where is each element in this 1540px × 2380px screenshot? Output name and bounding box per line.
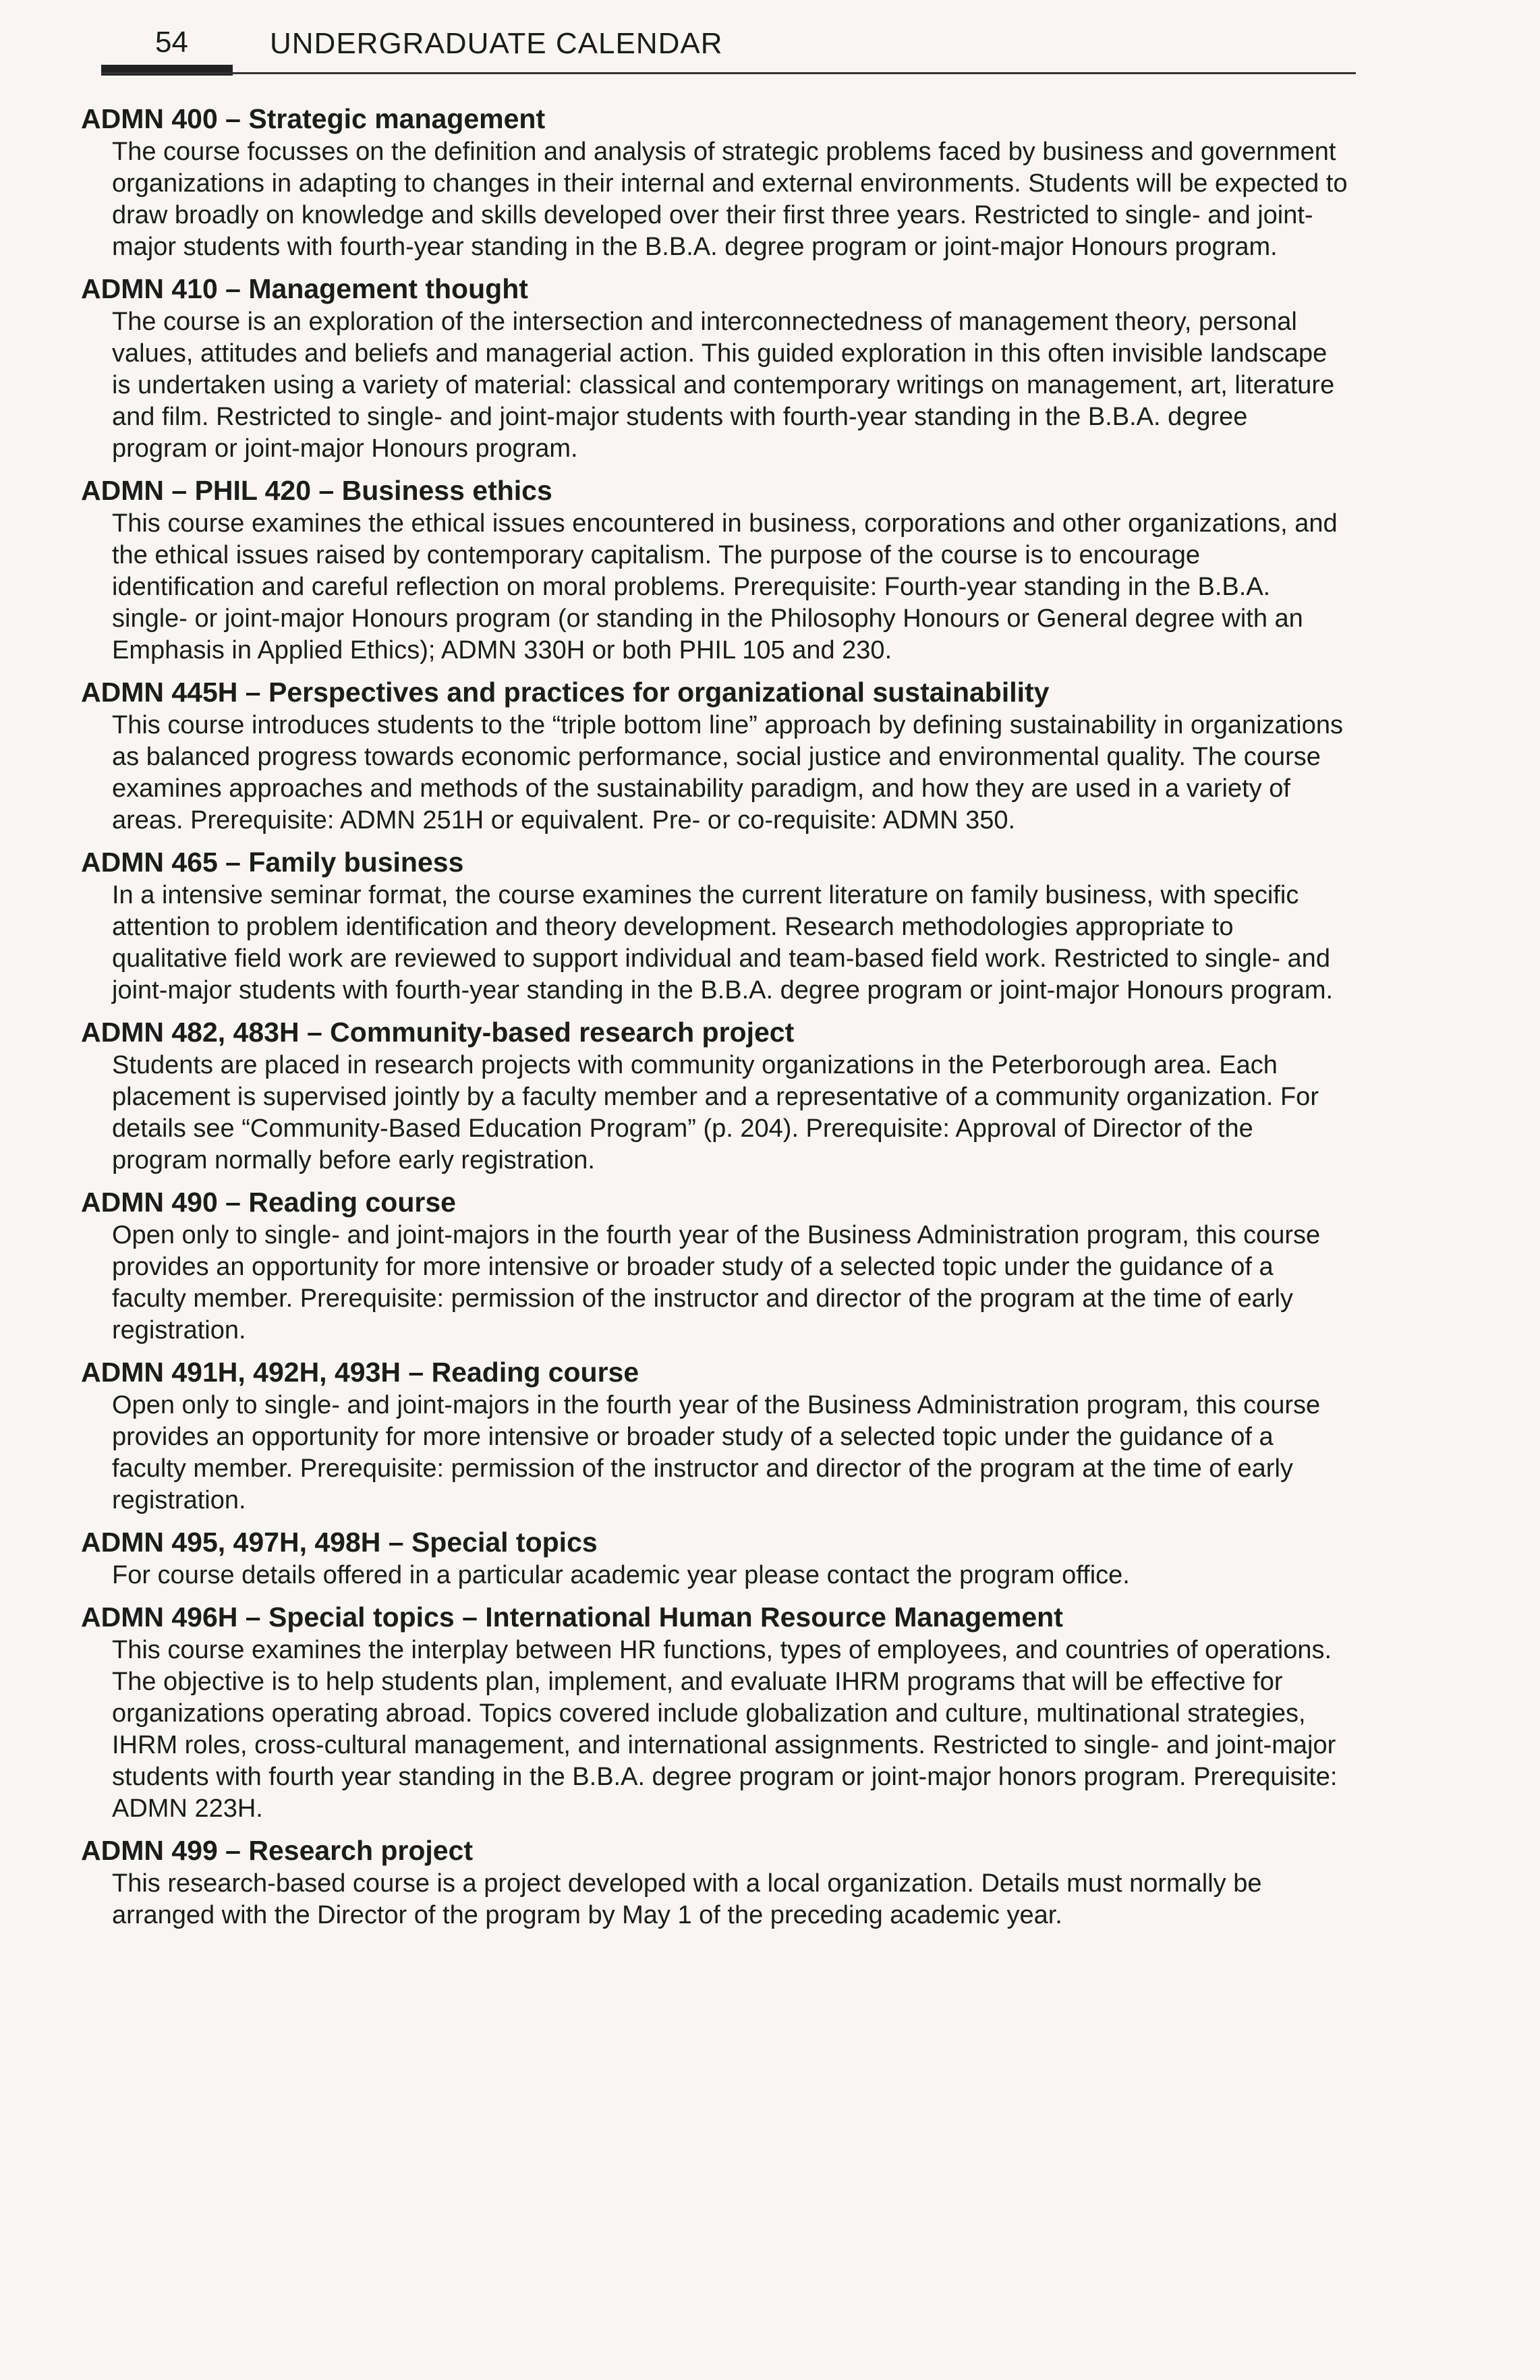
course-title: ADMN – PHIL 420 – Business ethics: [81, 475, 552, 506]
course-entry-admn-465: [81, 845, 1349, 1007]
course-description: The course is an exploration of the intersection and interconnectedness of management theory, personal values, attitudes and beliefs and managerial action. This guided exploration in this often invisible landscape is undertaken using a variety of material: classical and contemporary writings on management, art, literature and film. Restricted to single- and joint-major students with fourth-year standing in the B.B.A. degree program or joint-major Honours program.: [112, 308, 1335, 463]
course-entry-admn-496h: [81, 1599, 1349, 1825]
course-description: This research-based course is a project developed with a local organization. Details must normally be arranged with the Director of the program by May 1 of the preceding academic year.: [112, 1869, 1262, 1929]
course-description: Open only to single- and joint-majors in the fourth year of the Business Administration program, this course provides an opportunity for more intensive or broader study of a selected topic under the guidance of a faculty member. Prerequisite: permission of the instructor and director of the program at the time of early registration.: [112, 1221, 1321, 1344]
course-title: ADMN 490 – Reading course: [81, 1187, 456, 1218]
page-number: 54: [155, 26, 188, 59]
course-entry-admn-495-497h-498h: [81, 1525, 1349, 1591]
course-entry-admn-499: [81, 1833, 1349, 1931]
course-title: ADMN 400 – Strategic management: [81, 103, 546, 134]
course-entry-admn-phil-420: [81, 473, 1349, 667]
course-title: ADMN 499 – Research project: [81, 1835, 474, 1866]
course-description: Open only to single- and joint-majors in the fourth year of the Business Administration program, this course provides an opportunity for more intensive or broader study of a selected topic under the guidance of a faculty member. Prerequisite: permission of the instructor and director of the program at the time of early registration.: [112, 1391, 1321, 1514]
page-header: [101, 20, 1356, 78]
course-description: For course details offered in a particular academic year please contact the program office.: [112, 1561, 1130, 1589]
header-rule: [101, 72, 1356, 74]
running-head: UNDERGRADUATE CALENDAR: [270, 27, 723, 60]
course-title: ADMN 496H – Special topics – International Human Resource Management: [81, 1602, 1063, 1633]
course-title: ADMN 482, 483H – Community-based research project: [81, 1017, 795, 1048]
course-description: This course introduces students to the “triple bottom line” approach by defining sustainability in organizations as balanced progress towards economic performance, social justice and environmental quality. The course examines approaches and methods of the sustainability paradigm, and how they are used in a variety of areas. Prerequisite: ADMN 251H or equivalent. Pre- or co-requisite: ADMN 350.: [112, 711, 1344, 834]
course-entry-admn-491h-492h-493h: [81, 1355, 1349, 1517]
course-entry-admn-445h: [81, 675, 1349, 837]
course-entry-admn-410: [81, 271, 1349, 465]
course-title: ADMN 465 – Family business: [81, 847, 464, 878]
course-description: This course examines the ethical issues encountered in business, corporations and other organizations, and the ethical issues raised by contemporary capitalism. The purpose of the course is to encourage identification and careful reflection on moral problems. Prerequisite: Fourth-year standing in the B.B.A. single- or joint-major Honours program (or standing in the Philosophy Honours or General degree with an Emphasis in Applied Ethics); ADMN 330H or both PHIL 105 and 230.: [112, 509, 1338, 664]
course-description: In a intensive seminar format, the course examines the current literature on family business, with specific attention to problem identification and theory development. Research methodologies appropriate to qualitative field work are reviewed to support individual and team-based field work. Restricted to single- and joint-major students with fourth-year standing in the B.B.A. degree program or joint-major Honours program.: [112, 881, 1334, 1004]
course-description: Students are placed in research projects with community organizations in the Peterborough area. Each placement is supervised jointly by a faculty member and a representative of a community organization. For details see “Community-Based Education Program” (p. 204). Prerequisite: Approval of Director of the program normally before early registration.: [112, 1051, 1319, 1174]
course-title: ADMN 491H, 492H, 493H – Reading course: [81, 1357, 639, 1388]
course-list: [81, 101, 1349, 1939]
course-description: This course examines the interplay between HR functions, types of employees, and countries of operations. The objective is to help students plan, implement, and evaluate IHRM programs that will be effective for organizations operating abroad. Topics covered include globalization and culture, multinational strategies, IHRM roles, cross-cultural management, and international assignments. Restricted to single- and joint-major students with fourth year standing in the B.B.A. degree program or joint-major honors program. Prerequisite: ADMN 223H.: [112, 1636, 1338, 1823]
course-title: ADMN 410 – Management thought: [81, 273, 528, 304]
course-description: The course focusses on the definition and analysis of strategic problems faced by business and government organizations in adapting to changes in their internal and external environments. Students will be expected to draw broadly on knowledge and skills developed over their first three years. Restricted to single- and joint-major students with fourth-year standing in the B.B.A. degree program or joint-major Honours program.: [112, 138, 1348, 261]
course-entry-admn-400: [81, 101, 1349, 263]
course-title: ADMN 445H – Perspectives and practices for organizational sustainability: [81, 677, 1050, 708]
course-title: ADMN 495, 497H, 498H – Special topics: [81, 1527, 598, 1558]
course-entry-admn-482-483h: [81, 1015, 1349, 1177]
course-entry-admn-490: [81, 1185, 1349, 1347]
